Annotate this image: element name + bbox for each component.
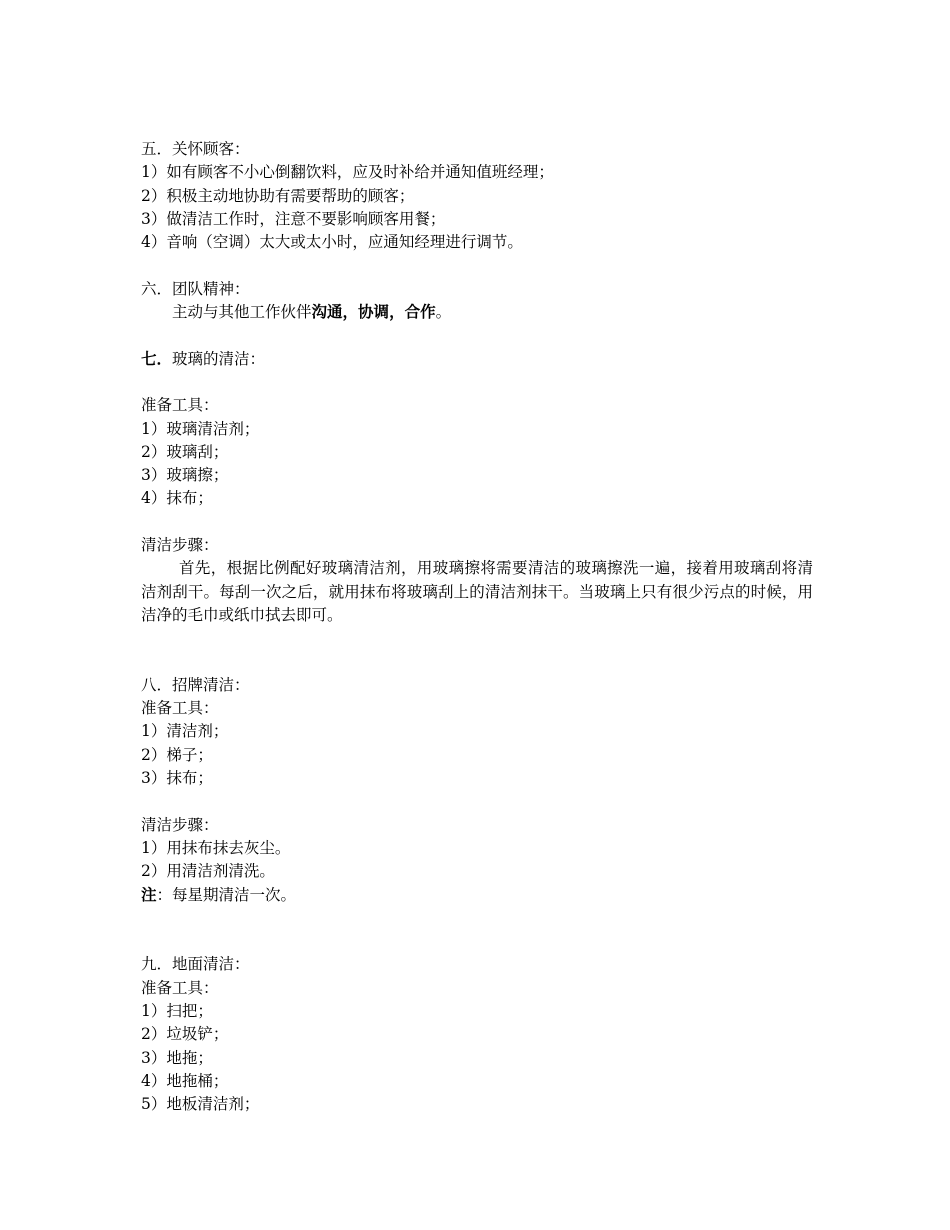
sign-note-label: 注 — [141, 885, 157, 904]
glass-heading-number: 七． — [141, 349, 173, 368]
team-prefix: 主动与其他工作伙伴 — [172, 303, 312, 322]
care-item: 2）积极主动地协助有需要帮助的顾客； — [141, 186, 415, 205]
glass-heading-text: 玻璃的清洁： — [172, 349, 266, 368]
floor-tool-item: 1）扫把； — [141, 1001, 213, 1020]
spacer — [141, 511, 813, 534]
section-sign-heading: 八．招牌清洁： — [141, 675, 250, 694]
sign-note-text: ：每星期清洁一次。 — [156, 885, 297, 904]
sign-tool-item: 1）清洁剂； — [141, 722, 229, 741]
team-keyword-coordinate: 协调 — [358, 303, 390, 322]
document-page — [141, 138, 813, 1116]
glass-steps-paragraph: 首先，根据比例配好玻璃清洁剂，用玻璃擦将需要清洁的玻璃擦洗一遍，接着用玻璃刮将清洁剂刮干。每刮一次之后，就用抹布将玻璃刮上的清洁剂抹干。当玻璃上只有很少污点的时候，用洁净的毛巾或纸巾拭去即可。 — [141, 559, 813, 624]
team-separator: ， — [389, 303, 405, 322]
sign-steps-heading: 清洁步骤： — [141, 815, 219, 834]
floor-tool-item: 4）地拖桶； — [141, 1071, 229, 1090]
floor-tool-item: 3）地拖； — [141, 1048, 213, 1067]
section-floor-heading: 九．地面清洁： — [141, 955, 250, 974]
sign-note — [141, 884, 813, 907]
glass-tool-item: 3）玻璃擦； — [141, 466, 229, 485]
glass-tool-item: 2）玻璃刮； — [141, 442, 229, 461]
floor-tools-heading: 准备工具： — [141, 978, 219, 997]
sign-tool-item: 2）梯子； — [141, 745, 213, 764]
spacer — [141, 371, 813, 394]
team-keyword-cooperate: 合作 — [404, 303, 436, 322]
section-team-heading: 六．团队精神： — [141, 279, 250, 298]
spacer — [141, 254, 813, 277]
spacer — [141, 324, 813, 347]
team-keyword-communicate: 沟通 — [311, 303, 343, 322]
section-glass-heading — [141, 348, 813, 371]
care-item: 1）如有顾客不小心倒翻饮料，应及时补给并通知值班经理； — [141, 163, 554, 182]
spacer — [141, 907, 813, 954]
sign-tools-heading: 准备工具： — [141, 699, 219, 718]
glass-tool-item: 4）抹布； — [141, 489, 213, 508]
glass-tool-item: 1）玻璃清洁剂； — [141, 419, 260, 438]
spacer — [141, 627, 813, 674]
sign-step-item: 2）用清洁剂清洗。 — [141, 862, 275, 881]
floor-tool-item: 5）地板清洁剂； — [141, 1095, 260, 1114]
care-item: 3）做清洁工作时，注意不要影响顾客用餐； — [141, 209, 446, 228]
floor-tool-item: 2）垃圾铲； — [141, 1025, 229, 1044]
sign-step-item: 1）用抹布抹去灰尘。 — [141, 838, 291, 857]
team-statement — [141, 301, 813, 324]
care-item: 4）音响（空调）太大或太小时，应通知经理进行调节。 — [141, 233, 523, 252]
sign-tool-item: 3）抹布； — [141, 769, 213, 788]
team-separator: ， — [342, 303, 359, 322]
glass-tools-heading: 准备工具： — [141, 396, 219, 415]
section-care-heading: 五．关怀顾客： — [141, 140, 250, 158]
spacer — [141, 790, 813, 813]
glass-steps-heading: 清洁步骤： — [141, 536, 219, 555]
team-end: 。 — [435, 303, 452, 322]
